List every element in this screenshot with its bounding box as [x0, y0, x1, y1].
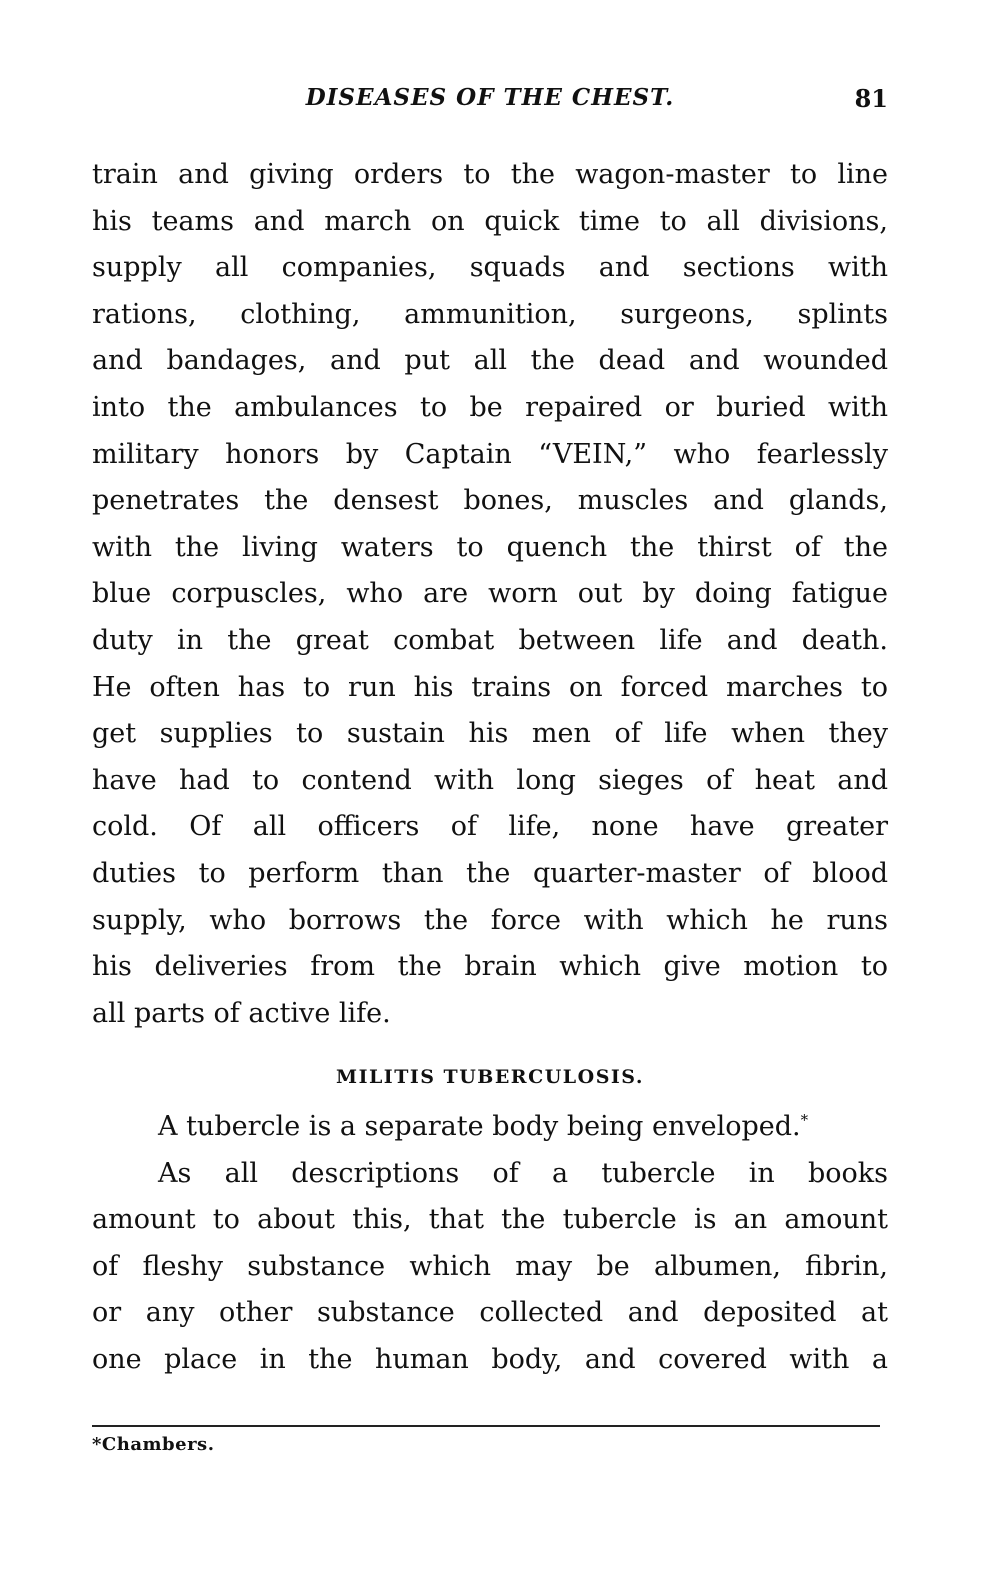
text-line: supply, who borrows the force with which he runs — [92, 904, 888, 936]
text-line: get supplies to sustain his men of life when they — [92, 718, 888, 750]
text-line: train and giving orders to the wagon-master to line — [92, 159, 888, 190]
text-line: duty in the great combat between life and death. — [92, 624, 888, 656]
text-line: one place in the human body, and covered with a — [92, 1343, 888, 1375]
text-line: his teams and march on quick time to all divisions, — [92, 205, 888, 237]
text-line: supply all companies, squads and sections with — [92, 252, 888, 284]
footnote-divider — [92, 1425, 880, 1427]
page-number: 81 — [854, 84, 888, 113]
text-line: duties to perform than the quarter-master of blood — [92, 857, 888, 889]
footnote-marker: * — [800, 1111, 809, 1129]
section-heading: MILITIS TUBERCULOSIS. — [336, 1066, 644, 1088]
definition-text: A tubercle is a separate body being enveloped. — [158, 1111, 801, 1142]
paragraph-2-3 — [92, 1104, 888, 1384]
paragraph-1 — [92, 152, 888, 1037]
text-line: rations, clothing, ammunition, surgeons, splints — [92, 298, 888, 330]
text-line: have had to contend with long sieges of heat and — [92, 764, 888, 796]
text-line: into the ambulances to be repaired or buried with — [92, 391, 888, 423]
text-line: all parts of active life. — [92, 997, 391, 1029]
definition-line — [92, 1104, 888, 1151]
running-head — [92, 84, 888, 124]
text-line: of fleshy substance which may be albumen, fibrin, — [92, 1250, 888, 1282]
text-line: with the living waters to quench the thirst of the — [92, 531, 888, 563]
text-line: his deliveries from the brain which give motion to — [92, 951, 888, 983]
footnote: *Chambers. — [92, 1434, 215, 1455]
text-line: penetrates the densest bones, muscles and glands, — [92, 485, 888, 517]
text-line: blue corpuscles, who are worn out by doing fatigue — [92, 578, 888, 610]
text-line: amount to about this, that the tubercle is an amount — [92, 1204, 888, 1236]
running-title: DISEASES OF THE CHEST. — [305, 84, 675, 111]
text-line: cold. Of all officers of life, none have greater — [92, 811, 888, 843]
text-line: and bandages, and put all the dead and wounded — [92, 345, 888, 377]
text-line: or any other substance collected and deposited at — [92, 1297, 888, 1329]
text-line: military honors by Captain “VEIN,” who fearlessly — [92, 438, 888, 470]
text-line: As all descriptions of a tubercle in books — [158, 1157, 888, 1189]
text-line: He often has to run his trains on forced marches to — [92, 671, 888, 703]
